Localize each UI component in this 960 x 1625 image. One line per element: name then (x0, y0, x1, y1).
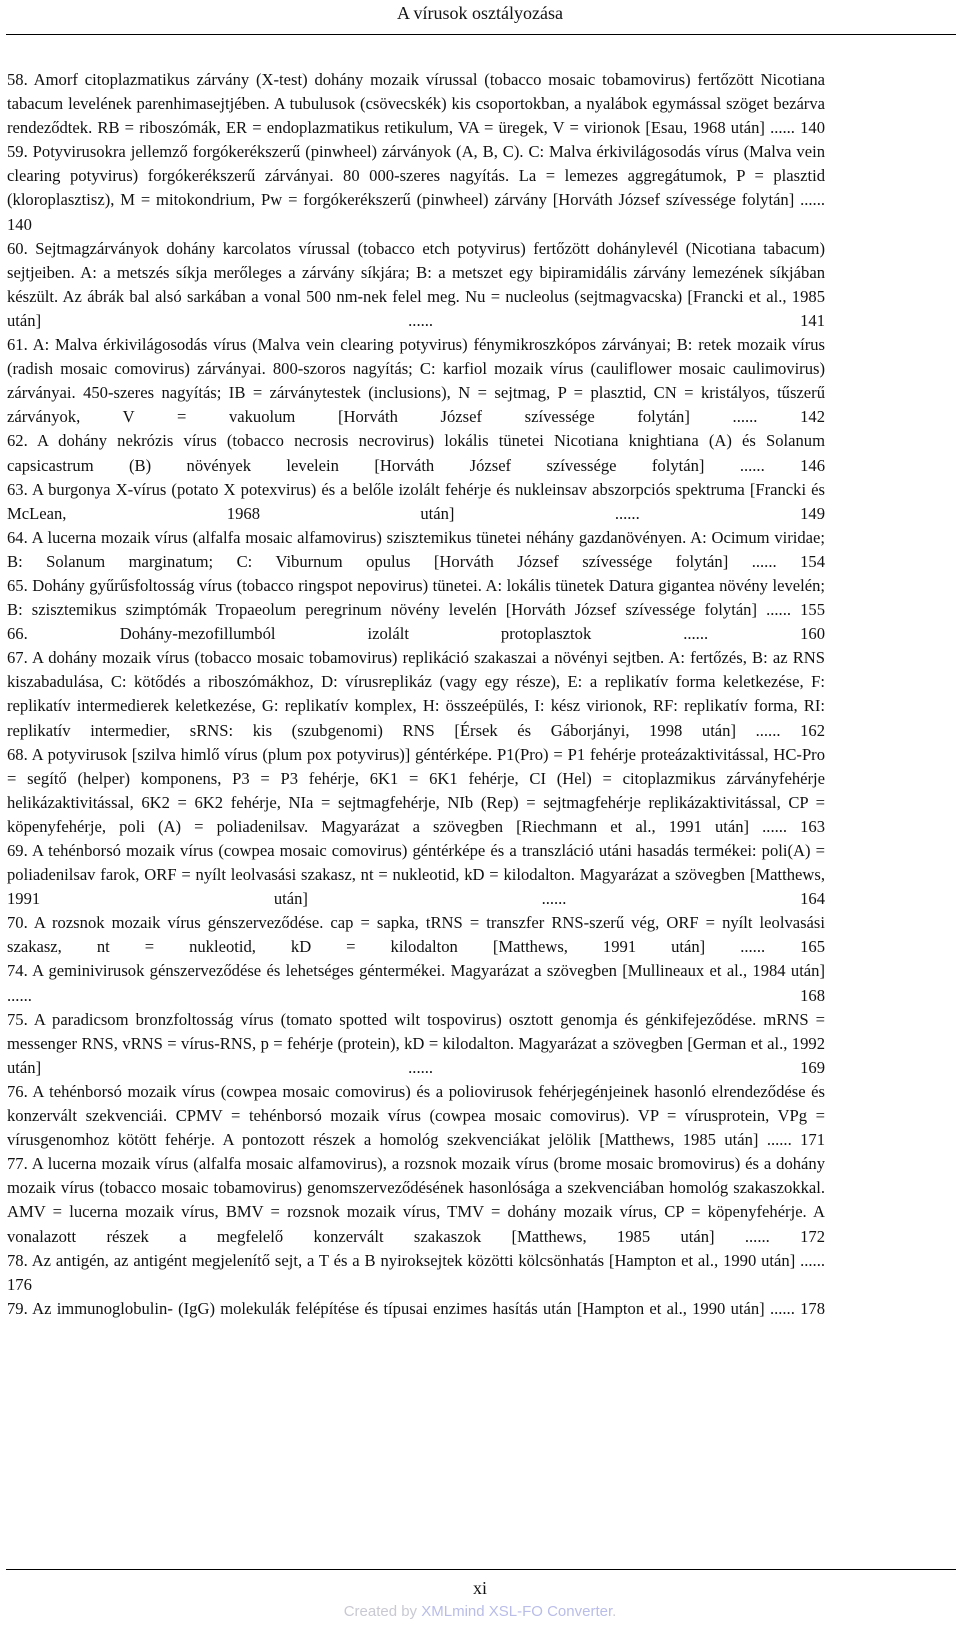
entry-page-number: 160 (800, 624, 825, 644)
dot-leader: ...... (766, 600, 791, 620)
entry-text: 78. Az antigén, az antigént megjelenítő sejt, a T és a B nyiroksejtek közötti kölcsönhatás [Hampton et al., 1990 után] (7, 1250, 801, 1270)
entry-page-number: 171 (800, 1130, 825, 1150)
entry-page-number: 168 (800, 985, 825, 1005)
dot-leader: ...... (770, 118, 795, 138)
figure-list-entry[interactable] (7, 646, 825, 742)
entry-page-number: 178 (800, 1298, 825, 1318)
entry-page-number: 176 (7, 1274, 32, 1294)
entry-text: 59. Potyvirusokra jellemző forgókerékszerű (pinwheel) zárványok (A, B, C). C: Malva érkivilágosodás vírus (Malva vein clearing potyvirus) forgókerékszerű zárványai. 80 000-szeres nagyítás. La = lemezes aggregátumok, P = plasztid (kloroplasztisz), M = mitokondrium, Pw = forgókerékszerű (pinwheel) zárvány [Horváth József szívessége folytán] (7, 142, 825, 210)
figure-list-entry[interactable] (7, 140, 825, 236)
figure-list-entry[interactable] (7, 839, 825, 911)
dot-leader: ...... (755, 720, 781, 740)
entry-page-number: 162 (800, 720, 825, 740)
figure-list-entry[interactable] (7, 959, 825, 1007)
figure-list (7, 68, 825, 1321)
dot-leader: ...... (7, 985, 32, 1005)
entry-page-number: 142 (800, 407, 825, 427)
figure-list-entry[interactable] (7, 68, 825, 140)
entry-page-number: 154 (800, 551, 825, 571)
running-header-title: A vírusok osztályozása (397, 3, 563, 23)
figure-list-entry[interactable] (7, 911, 825, 959)
entry-text: 70. A rozsnok mozaik vírus génszerveződése. cap = sapka, tRNS = transzfer RNS-szerű vég, ORF = nyílt leolvasási szakasz, nt = nukleotid, kD = kilodalton [Matthews, 1991 után] (7, 913, 825, 957)
figure-list-entry[interactable] (7, 478, 825, 526)
entry-text: 74. A geminivirusok génszerveződése és lehetséges géntermékei. Magyarázat a szövegben [Mullineaux et al., 1984 után] (7, 961, 825, 981)
figure-list-entry[interactable] (7, 526, 825, 574)
entry-text: 76. A tehénborsó mozaik vírus (cowpea mosaic comovirus) és a poliovirusok fehérjegénjeinek hasonló elrendeződése és konzervált szekvenciái. CPMV = tehénborsó mozaik vírus (cowpea mosaic comovirus). VP = vírusprotein, VPg = vírusgenomhoz kötött fehérje. A pontozott részek a homológ szekvenciákat jelölik [Matthews, 1985 után] (7, 1081, 825, 1150)
entry-page-number: 163 (800, 816, 825, 836)
entry-text: 79. Az immunoglobulin- (IgG) molekulák felépítése és típusai enzimes hasítás után [Hampton et al., 1990 után] (7, 1298, 770, 1318)
dot-leader: ...... (762, 816, 788, 836)
figure-list-entry[interactable] (7, 1249, 825, 1297)
entry-text: 77. A lucerna mozaik vírus (alfalfa mosaic alfamovirus), a rozsnok mozaik vírus (brome mosaic bromovirus) és a dohány mozaik vírus (tobacco mosaic tobamovirus) genomszerveződésének hasonlósága a szekvenciában homológ szakaszokkal. AMV = lucerna mozaik vírus, BMV = rozsnok mozaik vírus, TMV = dohány mozaik vírus, CP = köpenyfehérje. A vonalazott részek a megfelelő konzervált szakaszok [Matthews, 1985 után] (7, 1154, 825, 1246)
entry-text: 67. A dohány mozaik vírus (tobacco mosaic tobamovirus) replikáció szakaszai a növényi sejtben. A: fertőzés, B: az RNS kiszabadulása, C: kötődés a riboszómákhoz, D: vírusreplikáz (vagy egy része), E: a replikatív forma keletkezése, F: replikatív intermedierek keletkezése, G: replikatív komplex, H: összeépülés, I: kész virionok, RF: replikatív forma, RI: replikatív intermedier, sRNS: kis (szubgenomi) RNS [Érsek és Gáborjányi, 1998 után] (7, 648, 825, 740)
dot-leader: ...... (740, 937, 766, 957)
figure-list-entry[interactable] (7, 622, 825, 646)
figure-list-entry[interactable] (7, 1152, 825, 1248)
credit-suffix: . (612, 1603, 617, 1620)
credit-prefix: Created by (343, 1603, 422, 1620)
entry-text: 68. A potyvirusok [szilva himlő vírus (plum pox potyvirus)] géntérképe. P1(Pro) = P1 fehérje proteázaktivitással, HC-Pro = segítő (helper) komponens, P3 = P3 fehérje, 6K1 = 6K1 fehérje, CI (Hel) = citoplazmikus zárványfehérje helikázaktivitással, 6K2 = 6K2 fehérje, NIa = sejtmagfehérje, NIb (Rep) = sejtmagfehérje replikázaktivitással, CP = köpenyfehérje, poli (A) = poliadenilsav. Magyarázat a szövegben [Riechmann et al., 1991 után] (7, 744, 825, 836)
credit-brand: XMLmind XSL-FO Converter (421, 1603, 613, 1620)
entry-page-number: 140 (800, 118, 825, 138)
entry-page-number: 164 (800, 889, 825, 909)
entry-text: 75. A paradicsom bronzfoltosság vírus (tomato spotted wilt tospovirus) osztott genomja és génkifejeződése. mRNS = messenger RNS, vRNS = vírus-RNS, p = fehérje (protein), kD = kilodalton. Magyarázat a szövegben [German et al., 1992 után] (7, 1009, 825, 1077)
footer-rule (6, 1569, 956, 1570)
dot-leader: ...... (614, 503, 640, 523)
dot-leader: ...... (769, 1298, 795, 1318)
entry-page-number: 172 (800, 1226, 825, 1246)
dot-leader: ...... (732, 407, 758, 427)
entry-text: 65. Dohány gyűrűsfoltosság vírus (tobacco ringspot nepovirus) tünetei. A: lokális tünetek Datura gigantea növény levelén; B: szisztemikus szimptómák Tropaeolum peregrinum növény levelén [Horváth József szívessége folytán] (7, 575, 825, 620)
entry-text: 69. A tehénborsó mozaik vírus (cowpea mosaic comovirus) géntérképe és a transzláció utáni hasadás termékei: poli(A) = poliadenilsav farok, ORF = nyílt leolvasási szakasz, nt = nukleotid, kD = kilodalton. Magyarázat a szövegben [Matthews, 1991 után] (7, 841, 825, 909)
entry-page-number: 165 (800, 937, 825, 957)
header-rule (6, 34, 956, 35)
entry-text: 63. A burgonya X-vírus (potato X potexvirus) és a belőle izolált fehérje és nukleinsav abszorpciós spektruma [Francki és McLean, 1968 után] (7, 479, 825, 523)
entry-page-number: 146 (800, 455, 825, 475)
entry-text: 58. Amorf citoplazmatikus zárvány (X-test) dohány mozaik vírussal (tobacco mosaic tobamovirus) fertőzött Nicotiana tabacum levelének parenhimasejtjében. A tubulusok (csövecskék) kis csoportokban, a nyalábok egymással szöget bezárva rendeződtek. RB = riboszómák, ER = endoplazmatikus retikulum, VA = üregek, V = virionok [Esau, 1968 után] (7, 70, 825, 138)
dot-leader: ...... (751, 551, 777, 571)
figure-list-entry[interactable] (7, 237, 825, 333)
entry-page-number: 155 (800, 600, 825, 620)
entry-text: 62. A dohány nekrózis vírus (tobacco necrosis necrovirus) lokális tünetei Nicotiana knightiana (A) és Solanum capsicastrum (B) növények levelein [Horváth József szívessége folytán] (7, 431, 825, 475)
entry-page-number: 140 (7, 214, 32, 234)
dot-leader: ...... (744, 1226, 770, 1246)
figure-list-entry[interactable] (7, 429, 825, 477)
figure-list-entry[interactable] (7, 743, 825, 839)
page-number: xi (472, 1578, 487, 1598)
figure-list-entry[interactable] (7, 1080, 825, 1152)
entry-page-number: 149 (800, 503, 825, 523)
figure-list-entry[interactable] (7, 1297, 825, 1321)
entry-text: 61. A: Malva érkivilágosodás vírus (Malva vein clearing potyvirus) fénymikroszkópos zárványai; B: retek mozaik vírus (radish mosaic comovirus) zárványai. 800-szoros nagyítás; C: karfiol mozaik vírus (cauliflower mosaic caulimovirus) zárványai. 450-szeres nagyítás; IB = zárványtestek (inclusions), N = sejtmag, P = plasztid, CN = kristályos, tűszerű zárványok, V = vakuolum [Horváth József szívessége folytán] (7, 335, 825, 427)
entry-text: 60. Sejtmagzárványok dohány karcolatos vírussal (tobacco etch potyvirus) fertőzött dohánylevél (Nicotiana tabacum) sejtjeiben. A: a metszés síkja merőleges a zárvány síkjára; B: a metszet egy bipiramidális zárvány lemezének síkjában készült. Az ábrák bal alsó sarkában a vonal 500 nm-nek felel meg. Nu = nucleolus (sejtmagvacska) [Francki et al., 1985 után] (7, 238, 825, 330)
figure-list-entry[interactable] (7, 1008, 825, 1080)
dot-leader: ...... (800, 1250, 825, 1270)
dot-leader: ...... (408, 1057, 434, 1077)
dot-leader: ...... (739, 455, 765, 475)
dot-leader: ...... (683, 624, 709, 644)
dot-leader: ...... (408, 310, 434, 330)
figure-list-entry[interactable] (7, 574, 825, 622)
entry-text: 64. A lucerna mozaik vírus (alfalfa mosaic alfamovirus) szisztemikus tünetei néhány gazdanövényen. A: Ocimum viridae; B: Solanum marginatum; C: Viburnum opulus [Horváth József szívessége folytán] (7, 527, 825, 571)
dot-leader: ...... (800, 190, 825, 210)
footer-credit (0, 1602, 960, 1622)
entry-page-number: 141 (800, 310, 825, 330)
figure-list-entry[interactable] (7, 333, 825, 429)
entry-page-number: 169 (800, 1057, 825, 1077)
entry-text: 66. Dohány-mezofillumból izolált protoplasztok (7, 624, 684, 644)
dot-leader: ...... (766, 1130, 792, 1150)
dot-leader: ...... (541, 889, 567, 909)
